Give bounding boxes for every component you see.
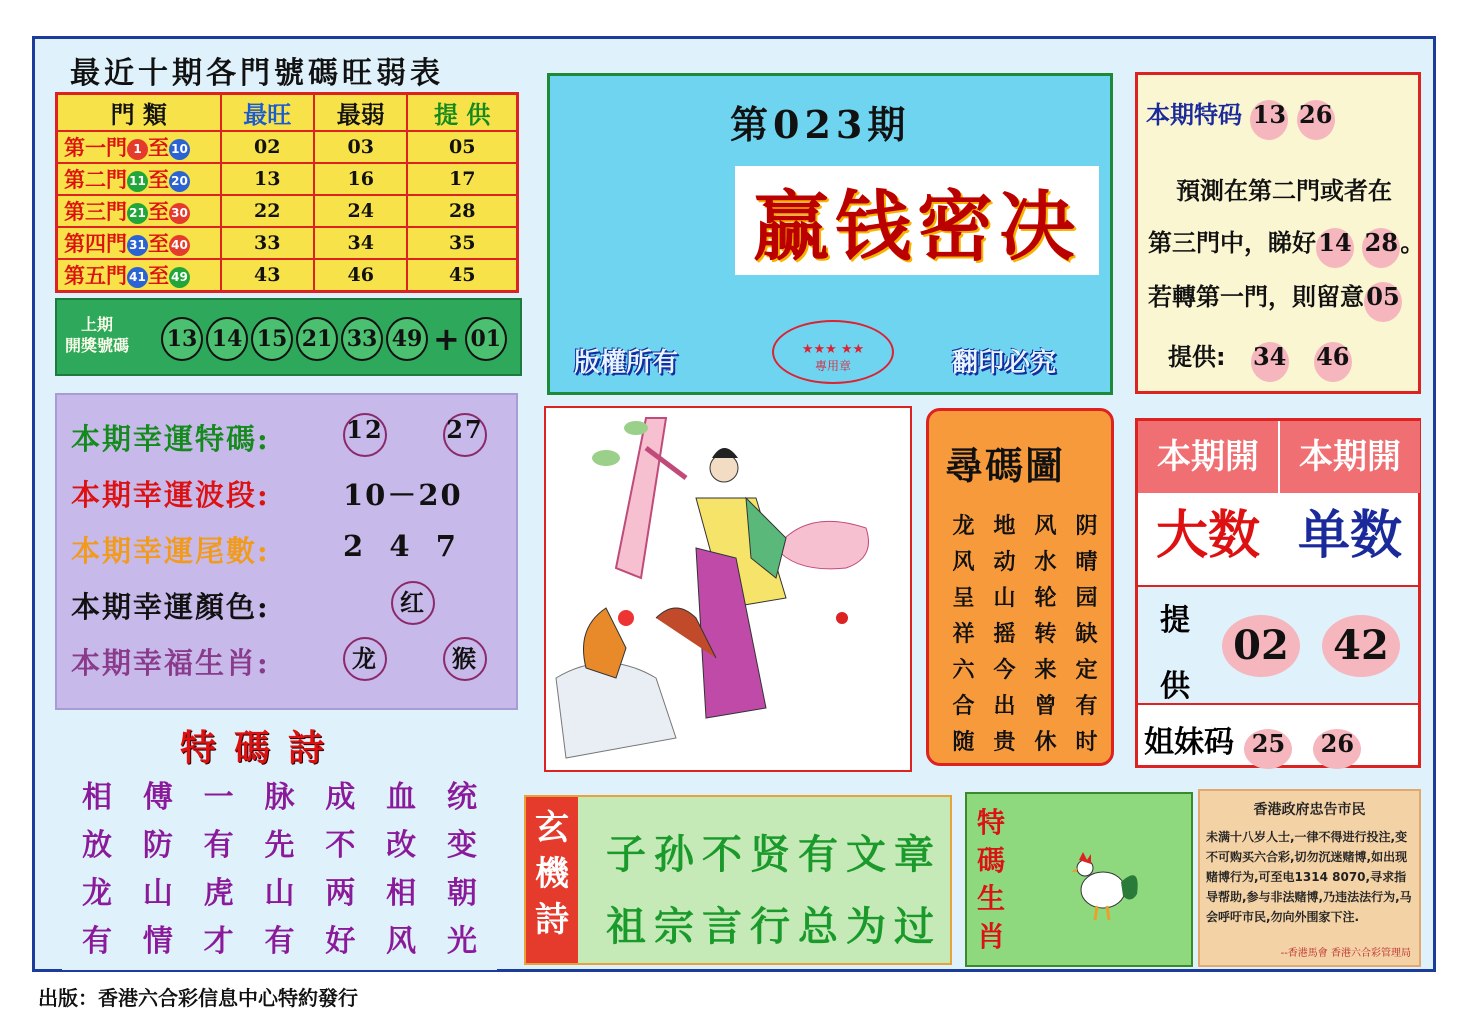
lucky-circle: 红	[391, 581, 435, 625]
door-label: 第三門	[64, 199, 127, 224]
tm-tip: 34	[1251, 342, 1289, 382]
lucky-label: 本期幸運顏色:	[71, 590, 270, 624]
door-name	[57, 131, 221, 163]
seek-char: 阴	[1075, 513, 1098, 539]
door-row	[57, 259, 518, 292]
special-code-panel	[1135, 72, 1425, 394]
seek-char: 转	[1034, 621, 1057, 647]
door-label: 第一門	[64, 135, 127, 160]
door-sep: 至	[148, 199, 169, 224]
poem-char: 山	[264, 876, 295, 911]
hot-value: 33	[221, 227, 314, 259]
sister-num: 25	[1244, 729, 1292, 769]
tm-pick: 28	[1362, 228, 1400, 268]
lucky-row	[71, 473, 463, 514]
poem-char: 有	[264, 924, 295, 959]
footer: 出版：香港六合彩信息中心特約發行	[38, 986, 358, 1010]
seek-char: 水	[1034, 549, 1057, 575]
sister-num: 26	[1313, 729, 1361, 769]
zodiac-title	[977, 804, 1007, 956]
door-name	[57, 195, 221, 227]
door-name	[57, 259, 221, 292]
poem-char: 虎	[203, 876, 234, 911]
poem-char: 变	[446, 828, 477, 863]
ball-to: 10	[169, 139, 190, 160]
seek-char: 贵	[993, 729, 1016, 755]
ball-to: 49	[169, 267, 190, 288]
lucky-row	[71, 641, 478, 682]
col-door: 門 類	[57, 94, 221, 132]
prev-ball: 15	[251, 317, 293, 361]
side-char: 玄	[535, 808, 569, 848]
poem-char: 先	[264, 828, 295, 863]
notice-title: 香港政府忠告市民	[1253, 802, 1366, 818]
poem-line	[62, 770, 497, 818]
woman-rooster-illustration	[546, 408, 910, 770]
seek-char: 晴	[1075, 549, 1098, 575]
seek-char: 时	[1075, 729, 1098, 755]
lucky-row	[71, 529, 458, 570]
kj-tip: 02	[1222, 615, 1300, 677]
tm-line-3: 若轉第一門，則留意	[1148, 282, 1364, 311]
seek-char: 园	[1075, 585, 1098, 611]
door-label: 第二門	[64, 167, 127, 192]
door-name	[57, 163, 221, 195]
poem-char: 不	[325, 828, 356, 863]
seal-text: 專用章	[814, 359, 851, 373]
cold-value: 34	[314, 227, 407, 259]
poem-char: 相	[82, 780, 112, 815]
lucky-circle: 猴	[443, 637, 487, 681]
lucky-circle: 27	[443, 413, 487, 457]
cold-value: 16	[314, 163, 407, 195]
copyright-label: 版權所有	[574, 348, 679, 378]
side-char: 機	[535, 854, 569, 894]
ball-to: 40	[169, 235, 190, 256]
seek-char: 山	[993, 585, 1016, 611]
seek-char: 风	[952, 549, 975, 575]
seek-char: 来	[1034, 657, 1057, 683]
mystery-poem-panel	[524, 795, 952, 965]
door-sep: 至	[148, 167, 169, 192]
prev-ball: 33	[341, 317, 383, 361]
headline: 赢钱密决	[735, 166, 1099, 275]
mystery-line-2: 祖宗言行总为过	[606, 903, 942, 950]
seek-char: 动	[993, 549, 1016, 575]
col-tip: 提 供	[407, 94, 517, 132]
hot-value: 43	[221, 259, 314, 292]
poem-char: 两	[325, 876, 356, 911]
tm-num: 13	[1250, 100, 1288, 140]
poem-line	[62, 866, 497, 914]
zodiac-panel	[965, 792, 1193, 967]
draw-head-2: 本期開	[1280, 421, 1420, 493]
door-row	[57, 227, 518, 259]
draw-head-1: 本期開	[1138, 421, 1278, 493]
poem-char: 脉	[264, 780, 295, 815]
door-sep: 至	[148, 135, 169, 160]
seek-char: 随	[952, 729, 975, 755]
lucky-row	[71, 585, 426, 626]
draw-big: 大数	[1155, 505, 1260, 566]
previous-draw	[55, 298, 522, 376]
poem-line	[62, 818, 497, 866]
notice-panel	[1198, 789, 1421, 967]
door-table	[55, 92, 519, 293]
notice-body: 未满十八岁人士,一律不得进行投注,变不可购买六合彩,切勿沉迷赌博,如出现赌博行为,可至电1314 8070,寻求指导帮助,参与非法赌博,乃违法法行为,马会呼吁市民,勿向外围家下注.	[1206, 830, 1412, 924]
tm-tip: 46	[1314, 342, 1352, 382]
prev-label-1: 上期	[81, 315, 114, 334]
lucky-panel	[55, 393, 518, 710]
prev-ball: 14	[206, 317, 248, 361]
poem-char: 傅	[142, 780, 173, 815]
tip-value: 17	[407, 163, 517, 195]
seek-char: 风	[1034, 513, 1057, 539]
poem-char: 好	[325, 924, 356, 959]
door-name	[57, 227, 221, 259]
ball-from: 31	[127, 235, 148, 256]
poem-char: 风	[386, 924, 417, 959]
seek-char: 出	[993, 693, 1016, 719]
lucky-row	[71, 415, 484, 458]
side-char: 詩	[535, 900, 569, 940]
lucky-value: 10－20	[343, 478, 463, 512]
poem-char: 朝	[446, 876, 477, 911]
issue-number: 第023期	[730, 102, 911, 147]
lucky-circle: 龙	[343, 637, 387, 681]
tm-tip-label: 提供:	[1168, 343, 1226, 371]
door-sep: 至	[148, 263, 169, 288]
plus-sign: +	[433, 320, 460, 358]
door-label: 第四門	[64, 231, 127, 256]
tip-value: 45	[407, 259, 517, 292]
seek-char: 有	[1075, 693, 1098, 719]
ball-from: 21	[127, 203, 148, 224]
illustration	[544, 406, 912, 772]
page-title: 最近十期各門號碼旺弱表	[70, 56, 444, 91]
tip-label-2: 供	[1160, 669, 1190, 704]
tip-box	[1138, 585, 1418, 705]
tm-period: 。	[1400, 228, 1425, 257]
lucky-label: 本期幸運波段:	[71, 478, 270, 512]
hot-value: 02	[221, 131, 314, 163]
seek-char: 曾	[1034, 693, 1057, 719]
zodiac-char: 特	[977, 806, 1006, 839]
col-hot: 最旺	[221, 94, 314, 132]
poem-title: 特碼詩	[180, 727, 343, 769]
seek-char: 六	[952, 657, 975, 683]
lucky-label: 本期幸運尾數:	[71, 534, 270, 568]
tm-line-1: 預測在第二門或者在	[1176, 176, 1392, 205]
poem-char: 统	[446, 780, 477, 815]
ball-from: 41	[127, 267, 148, 288]
ball-from: 11	[127, 171, 148, 192]
special-ball: 01	[465, 317, 507, 361]
poem-char: 改	[386, 828, 417, 863]
sister-label: 姐妹码	[1144, 725, 1234, 760]
poem-char: 情	[142, 924, 173, 959]
no-reprint-label: 翻印必究	[952, 348, 1057, 378]
seek-char: 呈	[952, 585, 975, 611]
tm-label: 本期特码	[1146, 100, 1242, 129]
poem-char: 山	[142, 876, 173, 911]
poem-char: 相	[386, 876, 417, 911]
door-row	[57, 131, 518, 163]
lucky-circle: 12	[343, 413, 387, 457]
poem-char: 有	[82, 924, 112, 959]
prev-ball: 13	[161, 317, 203, 361]
door-row	[57, 195, 518, 227]
seek-code-panel	[926, 408, 1114, 766]
poem-char: 成	[325, 780, 356, 815]
seek-char: 今	[993, 657, 1016, 683]
seek-char: 缺	[1075, 621, 1098, 647]
cold-value: 03	[314, 131, 407, 163]
seek-char: 祥	[952, 621, 975, 647]
poem-char: 有	[203, 828, 234, 863]
tip-value: 05	[407, 131, 517, 163]
tm-pick: 05	[1364, 282, 1402, 322]
poem-char: 一	[203, 780, 234, 815]
ball-from: 1	[127, 139, 148, 160]
zodiac-char: 肖	[977, 920, 1006, 953]
poem-char: 才	[203, 924, 234, 959]
seal-stamp	[772, 320, 894, 384]
door-label: 第五門	[64, 263, 127, 288]
tm-line-2: 第三門中，睇好	[1148, 228, 1316, 257]
lucky-label: 本期幸福生肖:	[71, 646, 270, 680]
seek-char: 龙	[952, 513, 975, 539]
poem-char: 血	[386, 780, 417, 815]
cold-value: 46	[314, 259, 407, 292]
mystery-line-1: 子孙不贤有文章	[606, 831, 942, 878]
tip-value: 35	[407, 227, 517, 259]
poem-char: 防	[142, 828, 173, 863]
seek-char: 地	[993, 513, 1016, 539]
poem-body	[62, 770, 497, 970]
kj-tip: 42	[1322, 615, 1400, 677]
tm-num: 26	[1297, 100, 1335, 140]
tm-pick: 14	[1316, 228, 1354, 268]
title-panel	[547, 73, 1113, 395]
zodiac-char: 碼	[977, 844, 1006, 877]
ball-to: 30	[169, 203, 190, 224]
tip-value: 28	[407, 195, 517, 227]
col-cold: 最弱	[314, 94, 407, 132]
draw-odd: 单数	[1297, 505, 1402, 566]
door-row	[57, 163, 518, 195]
draw-type-panel	[1135, 418, 1421, 768]
seek-char: 摇	[993, 621, 1016, 647]
tip-label-1: 提	[1160, 603, 1190, 638]
seek-char: 定	[1075, 657, 1098, 683]
seek-code-title: 尋碼圖	[945, 443, 1066, 488]
seek-char: 休	[1034, 729, 1057, 755]
prev-label-2: 開獎號碼	[65, 336, 130, 355]
door-sep: 至	[148, 231, 169, 256]
seal-stars: ★★★ ★★	[801, 342, 865, 357]
lucky-value: 2 4 7	[343, 529, 458, 563]
mystery-poem-side	[526, 797, 578, 963]
poem-line	[62, 914, 497, 962]
rooster-icon	[1067, 844, 1147, 924]
poem-char: 光	[446, 924, 477, 959]
prev-ball: 21	[296, 317, 338, 361]
cold-value: 24	[314, 195, 407, 227]
notice-signature: --香港馬會 香港六合彩管理局	[1280, 948, 1411, 959]
hot-value: 13	[221, 163, 314, 195]
ball-to: 20	[169, 171, 190, 192]
poem-char: 放	[82, 828, 112, 863]
poem-char: 龙	[82, 876, 112, 911]
lucky-label: 本期幸運特碼:	[71, 422, 270, 456]
hot-value: 22	[221, 195, 314, 227]
seek-char: 轮	[1034, 585, 1057, 611]
prev-ball: 49	[386, 317, 428, 361]
zodiac-char: 生	[977, 882, 1006, 915]
seek-char: 合	[952, 693, 975, 719]
